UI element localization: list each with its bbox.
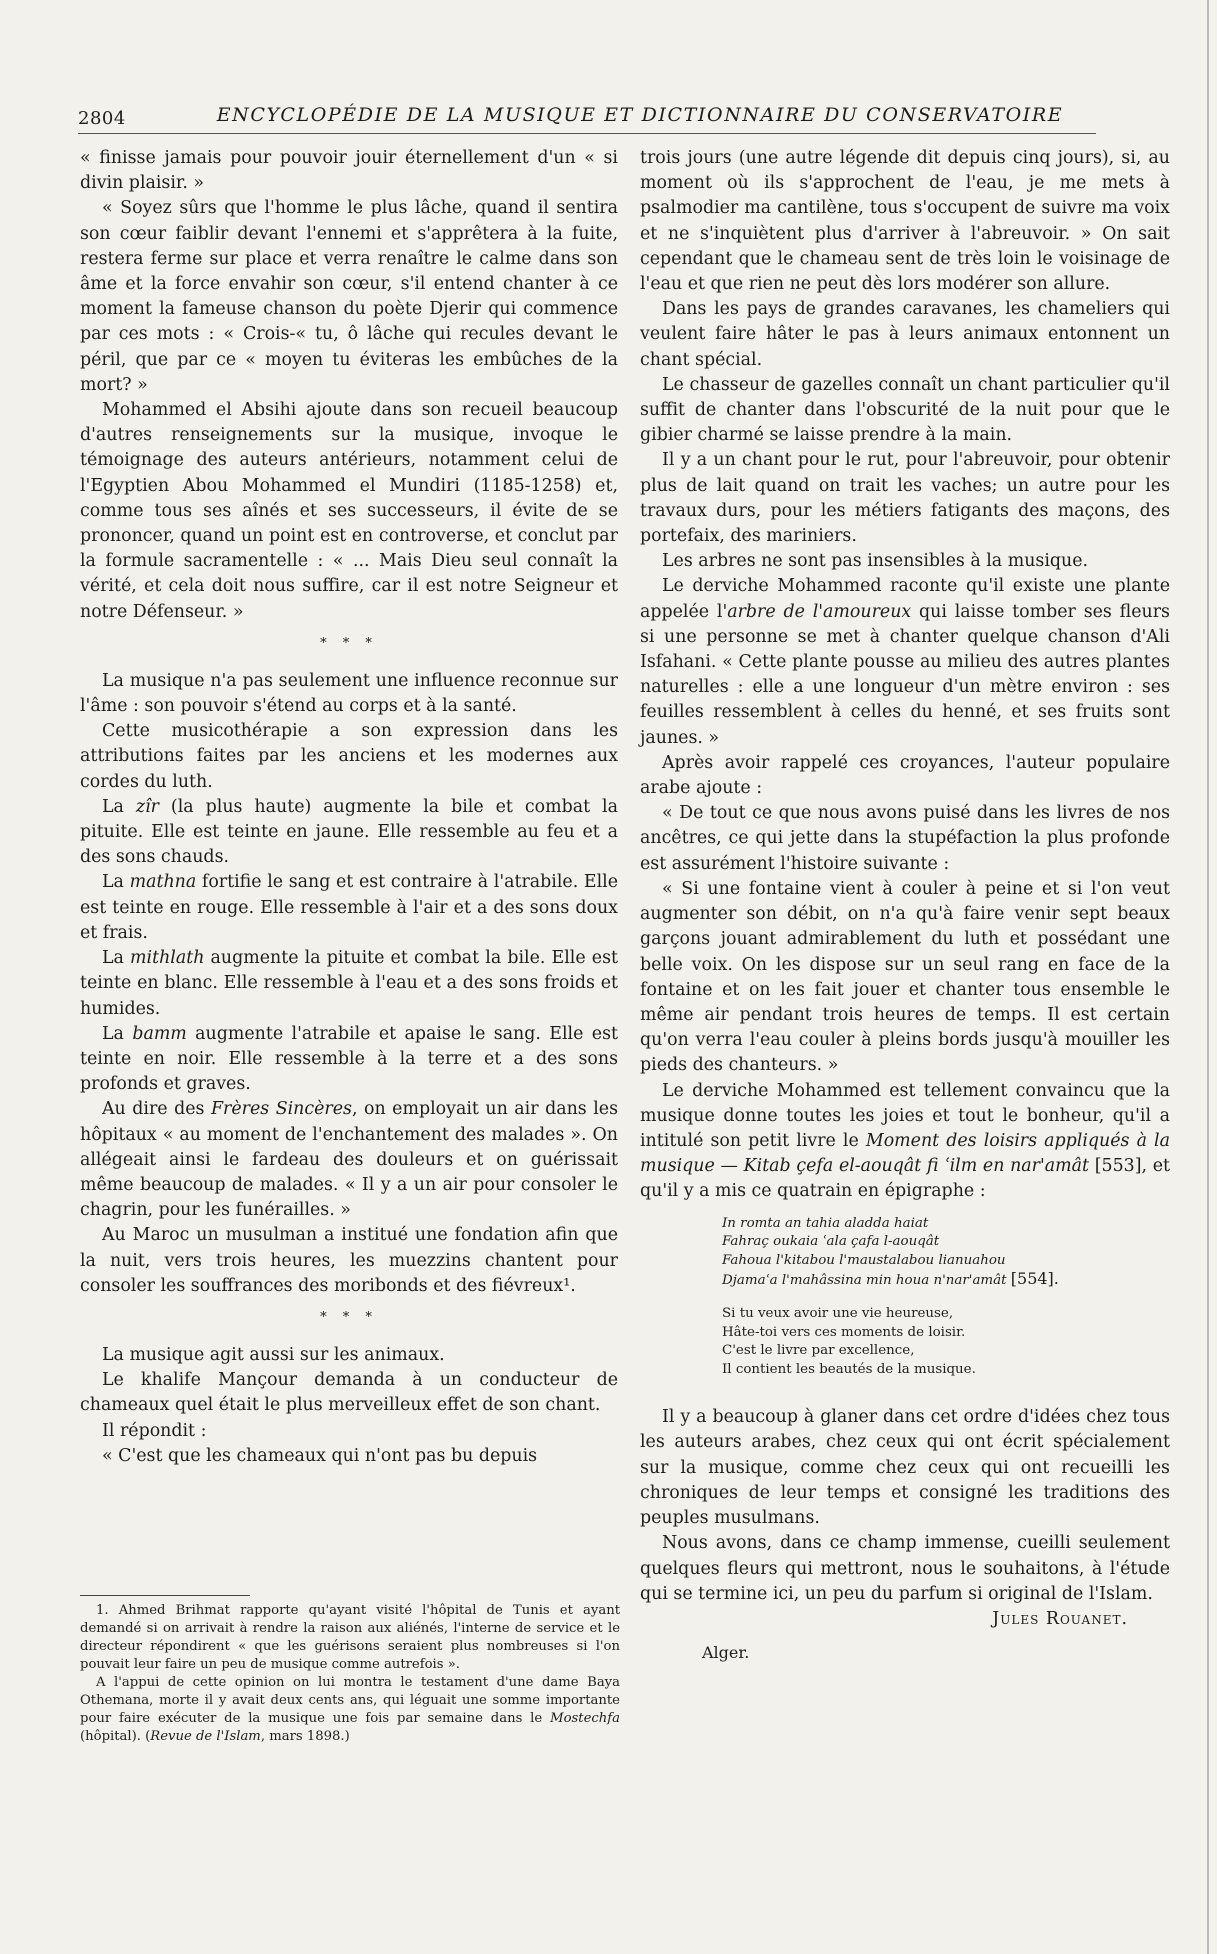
paragraph: La musique n'a pas seulement une influence reconnue sur l'âme : son pouvoir s'étend au corps et à la santé.: [80, 670, 618, 717]
poem-line: Fahraç oukaia ʿala çafa l-aouqât: [722, 1234, 940, 1250]
paragraph: La mithlath augmente la pituite et combat la bile. Elle est teinte en blanc. Elle ressemble à l'eau et a des sons froids et humides.: [80, 948, 618, 1019]
paragraph: La zîr (la plus haute) augmente la bile et combat la pituite. Elle est teinte en jaune. Elle ressemble au feu et a des sons chauds.: [80, 796, 618, 868]
paragraph: Le derviche Mohammed est tellement convaincu que la musique donne toutes les joies et tout le bonheur, qu'il a intitulé son petit livre le Moment des loisirs appliqués à la musique — Kitab çefa el-aouqât fi ʿilm en nar'amât [553], et qu'il y a mis ce quatrain en épigraphe :: [640, 1080, 1170, 1202]
paragraph: Il répondit :: [102, 1420, 207, 1441]
lute-string-term: mathna: [129, 872, 197, 893]
paragraph: « Soyez sûrs que l'homme le plus lâche, quand il sentira son cœur faiblir devant l'ennemi et s'apprêtera à la fuite, restera ferme sur place et verra renaître le calme dans son âme et la force envahir son cœur, s'il entend chanter à ce moment la fameuse chanson du poète Djerir qui commence par ces mots : « Crois-« tu, ô lâche qui recules devant le péril, que par ce « moyen tu éviteras les embûches de la mort? »: [80, 198, 618, 395]
poem-line: Fahoua l'kitabou l'maustalabou lianuahou: [722, 1252, 1006, 1268]
paragraph: Nous avons, dans ce champ immense, cueilli seulement quelques fleurs qui mettront, nous le souhaitons, à l'étude qui se termine ici, un peu du parfum si original de l'Islam.: [640, 1533, 1170, 1604]
running-head: ENCYCLOPÉDIE DE LA MUSIQUE ET DICTIONNAIRE DU CONSERVATOIRE: [216, 104, 1064, 126]
paragraph: Dans les pays de grandes caravanes, les chameliers qui veulent faire hâter le pas à leurs animaux entonnent un chant spécial.: [640, 299, 1170, 370]
lute-string-term: bamm: [132, 1023, 187, 1044]
poem-line: Djamaʿa l'mahâssina min houa n'nar'amât [554].: [722, 1269, 1059, 1289]
paragraph: « C'est que les chameaux qui n'ont pas bu depuis: [102, 1445, 538, 1466]
paragraph: « finisse jamais pour pouvoir jouir éternellement d'un « si divin plaisir. »: [80, 148, 618, 194]
paragraph: La musique agit aussi sur les animaux.: [102, 1344, 445, 1365]
footnote: 1. Ahmed Brihmat rapporte qu'ayant visité l'hôpital de Tunis et ayant demandé si on arrivait à rendre la raison aux aliénés, l'interne de service et le directeur répondirent « que les guérisons seraient plus nombreuses si l'on pouvait leur faire un peu de musique comme autrefois ».: [80, 1603, 620, 1672]
page-edge: [1207, 0, 1209, 1954]
paragraph: « De tout ce que nous avons puisé dans les livres de nos ancêtres, ce qui jette dans la stupéfaction la plus profonde est assurément l'histoire suivante :: [640, 803, 1170, 874]
lute-string-term: mithlath: [130, 948, 205, 969]
place-line: Alger.: [702, 1643, 750, 1663]
french-quatrain: [722, 1305, 1170, 1379]
footnote-rule: [80, 1595, 250, 1596]
paragraph: Il y a beaucoup à glaner dans cet ordre d'idées chez tous les auteurs arabes, chez ceux qui ont écrit spécialement sur la musique, comme chez ceux qui ont recueilli les chroniques de leur temps et consigné les traditions des peuples musulmans.: [640, 1407, 1170, 1529]
poem-line: Hâte-toi vers ces moments de loisir.: [722, 1324, 966, 1340]
paragraph: Le chasseur de gazelles connaît un chant particulier qu'il suffit de chanter dans l'obscurité de la nuit pour que le gibier charmé se laisse prendre à la main.: [640, 374, 1170, 446]
italic-term: Frères Sincères: [210, 1099, 352, 1120]
paragraph: Le derviche Mohammed raconte qu'il existe une plante appelée l'arbre de l'amoureux qui laisse tomber ses fleurs si une personne se met à chanter quelque chanson d'Ali Isfahani. « Cette plante pousse au milieu des autres plantes naturelles : elle a une longueur d'un mètre environ : ses feuilles ressemblent à celles du henné, et ses fruits sont jaunes. »: [640, 576, 1170, 748]
right-column: [640, 146, 1170, 1665]
poem-line: C'est le livre par excellence,: [722, 1343, 915, 1359]
paragraph: La mathna fortifie le sang et est contraire à l'atrabile. Elle est teinte en rouge. Elle ressemble à l'air et a des sons doux et frais.: [80, 872, 619, 943]
section-separator: * * *: [320, 635, 378, 651]
paragraph: Mohammed el Absihi ajoute dans son recueil beaucoup d'autres renseignements sur la musique, invoque le témoignage des auteurs antérieurs, notamment celui de l'Egyptien Abou Mohammed el Mundiri (1185-1258) et, comme tous ses aînés et ses successeurs, il évite de se prononcer, quand un point est en controverse, et conclut par la formule sacramentelle : « ... Mais Dieu seul connaît la vérité, et cela doit nous suffire, car il est notre Seigneur et notre Défenseur. »: [80, 400, 618, 622]
paragraph: Après avoir rappelé ces croyances, l'auteur populaire arabe ajoute :: [640, 752, 1170, 799]
section-separator: * * *: [320, 1309, 378, 1325]
book-title: Moment des loisirs appliqués à la musique: [640, 1130, 1170, 1177]
footnote: A l'appui de cette opinion on lui montra le testament d'une dame Baya Othemana, morte il y avait deux cents ans, qui léguait une somme importante pour faire exécuter de la musique une fois par semaine dans le Mostechfa (hôpital). (Revue de l'Islam, mars 1898.): [80, 1675, 620, 1744]
italic-term: arbre de l'amoureux: [727, 601, 912, 622]
paragraph: Au Maroc un musulman a institué une fondation afin que la nuit, vers trois heures, les muezzins chantent pour consoler les souffrances des moribonds et des fiévreux¹.: [80, 1225, 618, 1296]
book-title-arabic: Kitab çefa el-aouqât fi ʿilm en nar'amât: [743, 1156, 1089, 1177]
arabic-quatrain: [722, 1215, 1170, 1291]
lute-string-term: zîr: [135, 796, 159, 817]
poem-line: In romta an tahia aladda haiat: [722, 1215, 929, 1231]
page-number: 2804: [78, 108, 126, 129]
paragraph: Le khalife Mançour demanda à un conducteur de chameaux quel était le plus merveilleux effet de son chant.: [80, 1370, 618, 1416]
paragraph: La bamm augmente l'atrabile et apaise le sang. Elle est teinte en noir. Elle ressemble à la terre et a des sons profonds et graves.: [80, 1023, 618, 1095]
paragraph: Au dire des Frères Sincères, on employait un air dans les hôpitaux « au moment de l'enchantement des malades ». On allégeait ainsi le fardeau des douleurs et on guérissait même beaucoup de malades. « Il y a un air pour consoler le chagrin, pour les funérailles. »: [80, 1099, 618, 1221]
poem-line: Si tu veux avoir une vie heureuse,: [722, 1305, 954, 1321]
paragraph: Les arbres ne sont pas insensibles à la musique.: [662, 551, 1089, 572]
header-rule: [78, 133, 1096, 134]
paragraph: Cette musicothérapie a son expression dans les attributions faites par les anciens et les modernes aux cordes du luth.: [80, 721, 618, 792]
author-signature: Jules Rouanet.: [992, 1608, 1128, 1629]
poem-reference: [554].: [1010, 1269, 1059, 1289]
footnotes: [80, 1595, 620, 1746]
left-column: [80, 146, 618, 1469]
paragraph: « Si une fontaine vient à couler à peine et si l'on veut augmenter son débit, on n'a qu'à faire venir sept beaux garçons jouant admirablement du luth et possédant une belle voix. On les dispose sur un seul rang en face de la fontaine et on les fait jouer et chanter tous ensemble le même air pendant trois heures de temps. Il est certain qu'on verra l'eau couler à pleins bords jusqu'à mouiller les pieds des chanteurs. »: [640, 878, 1170, 1076]
paragraph: Il y a un chant pour le rut, pour l'abreuvoir, pour obtenir plus de lait quand on trait les vaches; un autre pour les travaux durs, pour les métiers fatigants des maçons, des portefaix, des mariniers.: [640, 450, 1170, 547]
poem-line: Il contient les beautés de la musique.: [722, 1361, 976, 1377]
paragraph: trois jours (une autre légende dit depuis cinq jours), si, au moment où ils s'approchent de l'eau, je me mets à psalmodier ma cantilène, tous s'occupent de suivre ma voix et ne s'inquiètent plus d'arriver à l'abreuvoir. » On sait cependant que le chameau sent de très loin le voisinage de l'eau et que rien ne peut dès lors modérer son allure.: [640, 148, 1170, 295]
